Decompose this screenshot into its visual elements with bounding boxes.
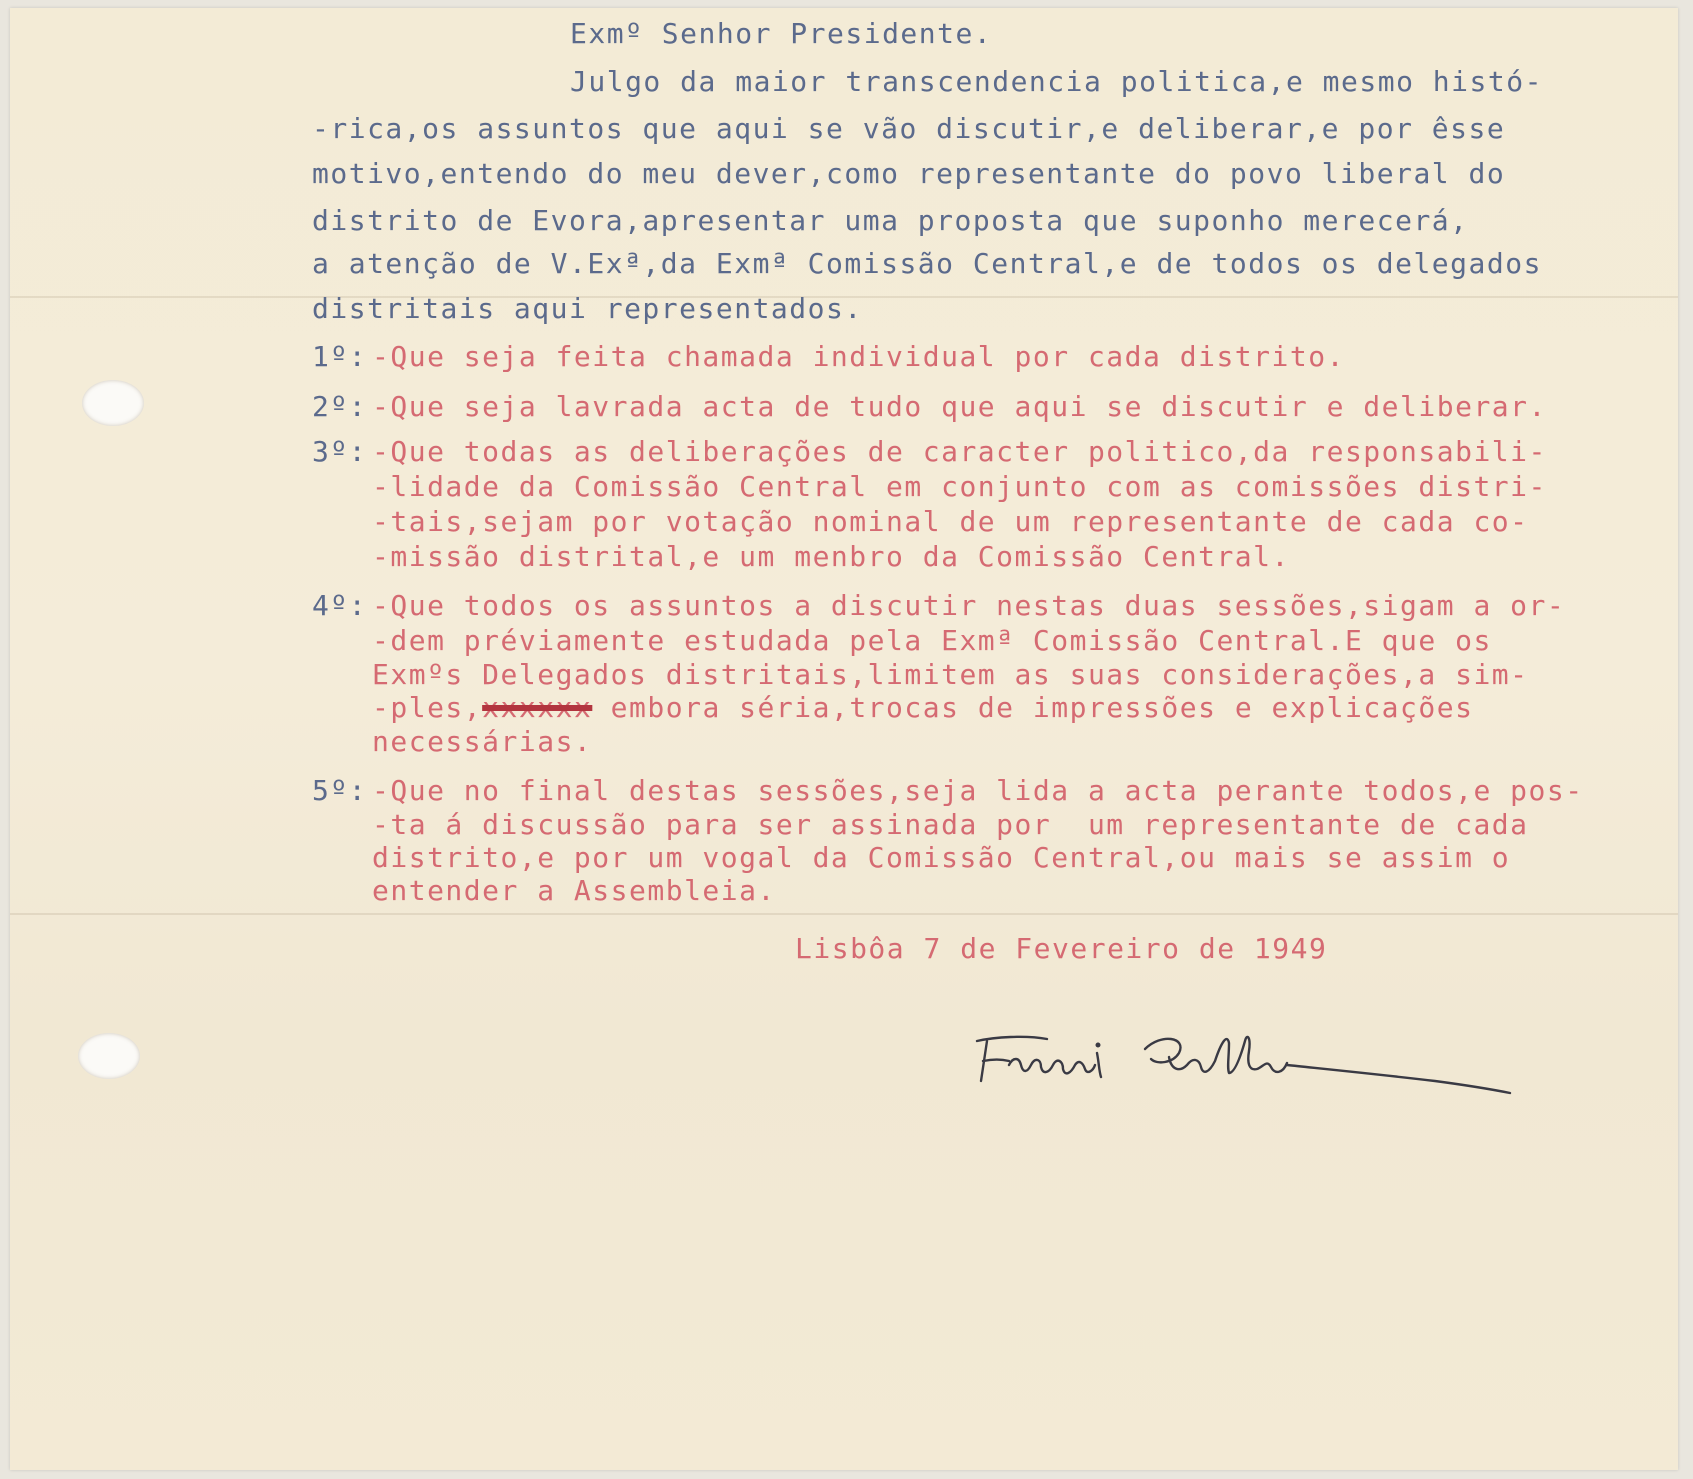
- item-line: -lidade da Comissão Central em conjunto com as comissões distri-: [372, 470, 1547, 503]
- intro-line: Julgo da maior transcendencia politica,e mesmo histó-: [570, 65, 1543, 98]
- date-line: Lisbôa 7 de Fevereiro de 1949: [795, 932, 1328, 965]
- item-line: -missão distrital,e um menbro da Comissão Central.: [372, 540, 1290, 573]
- item-line: -Que seja lavrada acta de tudo que aqui se discutir e deliberar.: [372, 390, 1547, 423]
- item-line: Exmºs Delegados distritais,limitem as suas considerações,a sim-: [372, 658, 1529, 691]
- struck-out-word: xxxxxx: [482, 691, 593, 724]
- item-number: 5º:: [312, 774, 368, 807]
- item-line: entender a Assembleia.: [372, 874, 776, 907]
- item-line: [372, 692, 1473, 724]
- item-number: 3º:: [312, 435, 368, 468]
- item-number: 2º:: [312, 390, 368, 423]
- item-number: 1º:: [312, 340, 368, 373]
- salutation: Exmº Senhor Presidente.: [570, 17, 993, 50]
- intro-line: -rica,os assuntos que aqui se vão discutir,e deliberar,e por êsse: [312, 112, 1506, 145]
- item-line: -ta á discussão para ser assinada por um representante de cada: [372, 808, 1529, 841]
- item-number: 4º:: [312, 589, 368, 622]
- item-line: -Que seja feita chamada individual por cada distrito.: [372, 340, 1345, 373]
- item-line: distrito,e por um vogal da Comissão Central,ou mais se assim o: [372, 841, 1511, 874]
- intro-line: a atenção de V.Exª,da Exmª Comissão Central,e de todos os delegados: [312, 247, 1542, 280]
- item-line: -dem préviamente estudada pela Exmª Comissão Central.E que os: [372, 624, 1492, 657]
- item-line: -Que todos os assuntos a discutir nestas duas sessões,sigam a or-: [372, 589, 1566, 622]
- intro-line: distritais aqui representados.: [312, 292, 863, 325]
- punch-hole: [82, 380, 144, 426]
- item-line-start: -ples,: [372, 691, 483, 724]
- handwritten-signature: [965, 1023, 1515, 1103]
- item-line: necessárias.: [372, 725, 593, 758]
- intro-line: distrito de Evora,apresentar uma proposta que suponho merecerá,: [312, 204, 1469, 237]
- item-line: -Que todas as deliberações de caracter politico,da responsabili-: [372, 435, 1547, 468]
- punch-hole: [78, 1033, 140, 1079]
- paper-fold: [10, 913, 1678, 915]
- intro-line: motivo,entendo do meu dever,como representante do povo liberal do: [312, 157, 1506, 190]
- item-line: -tais,sejam por votação nominal de um representante de cada co-: [372, 505, 1529, 538]
- item-line: -Que no final destas sessões,seja lida a acta perante todos,e pos-: [372, 774, 1584, 807]
- letter-page: [10, 8, 1678, 1470]
- item-line-end: embora séria,trocas de impressões e explicações: [592, 691, 1474, 724]
